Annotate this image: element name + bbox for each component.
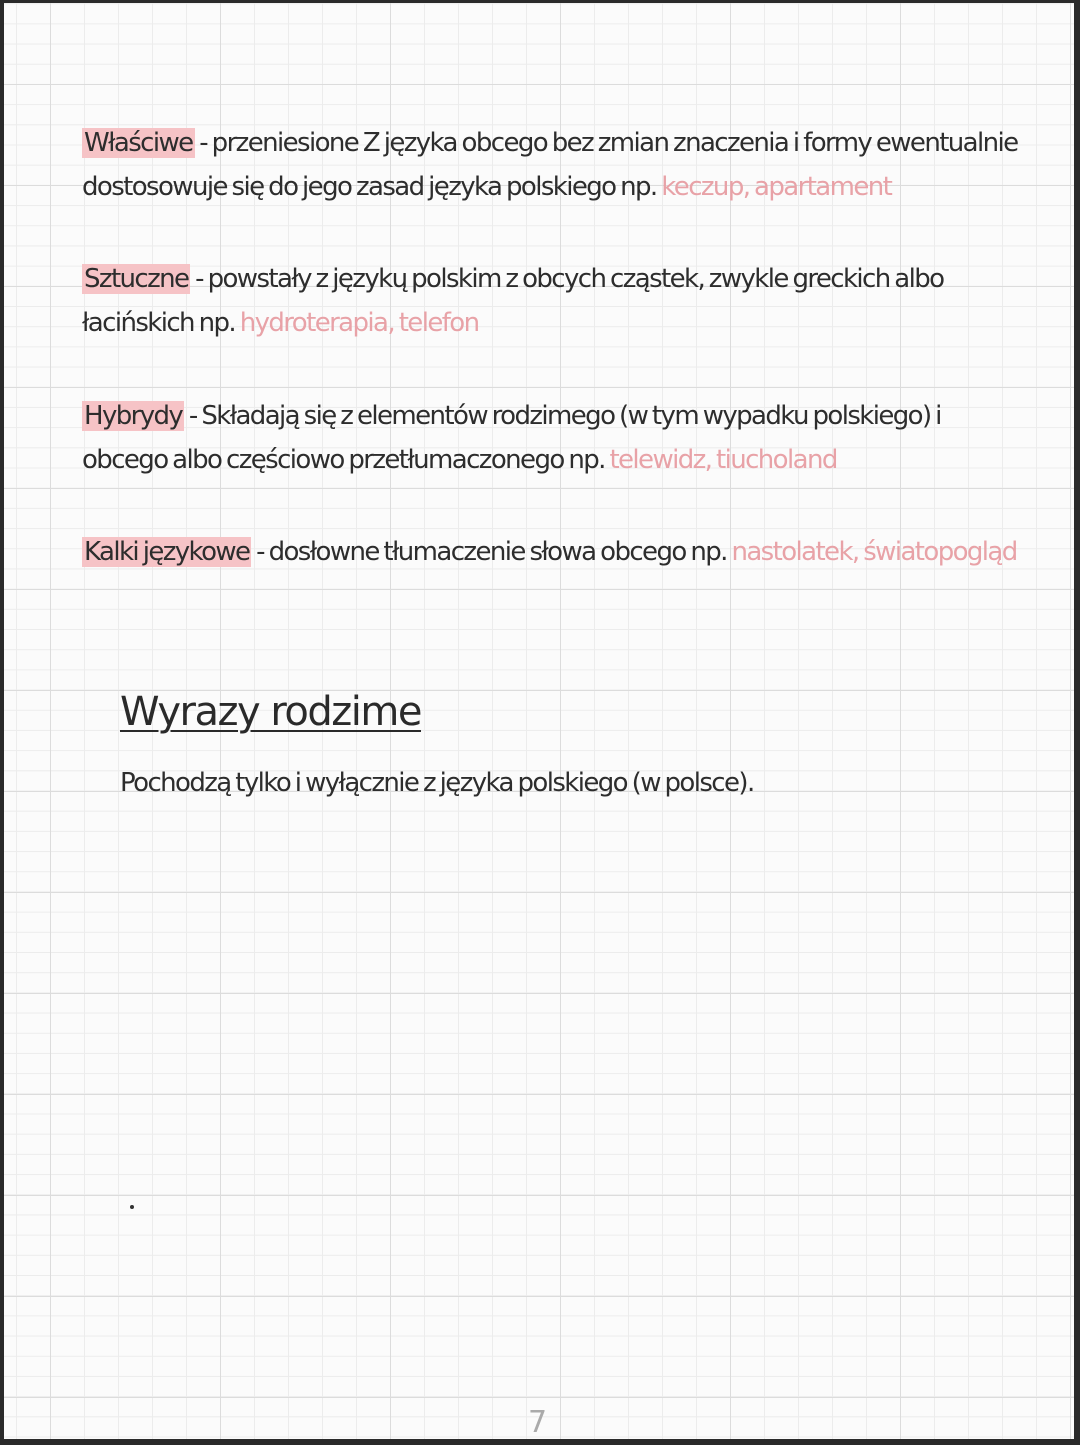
example-words: hydroterapia, telefon	[239, 308, 479, 338]
term-highlight: Sztuczne	[84, 264, 189, 294]
term-highlight: Właściwe	[84, 128, 193, 158]
paragraph-hybrydy	[82, 394, 1022, 482]
section-text: Pochodzą tylko i wyłącznie z języka polskiego (w polsce).	[120, 768, 754, 798]
definition-text: - przeniesione Z języka obcego bez zmian znaczenia i formy ewentualnie dostosowuje się do jego zasad języka polskiego np.	[82, 128, 1018, 202]
definition-text: - dosłowne tłumaczenie słowa obcego np.	[251, 537, 732, 567]
example-words: telewidz, tiucholand	[609, 445, 837, 475]
notebook-page	[4, 3, 1074, 1439]
term-highlight: Hybrydy	[84, 401, 183, 431]
definition-text: - Składają się z elementów rodzimego (w tym wypadku polskiego) i obcego albo częściowo przetłumaczonego np.	[82, 401, 941, 475]
definition-text: - powstały z językų polskim z obcych cząstek, zwykle greckich albo łacińskich np.	[82, 264, 944, 338]
page-number: 7	[528, 1405, 548, 1440]
example-words: keczup, apartament	[661, 172, 892, 202]
paragraph-wlasciwe	[82, 121, 1022, 209]
section-heading: Wyrazy rodzime	[120, 689, 421, 735]
example-words: nastolatek, światopogląd	[731, 537, 1017, 567]
paragraph-sztuczne	[82, 257, 1022, 345]
term-highlight: Kalki językowe	[84, 537, 250, 567]
paragraph-kalki	[82, 530, 1022, 574]
ink-dot	[130, 1205, 134, 1209]
